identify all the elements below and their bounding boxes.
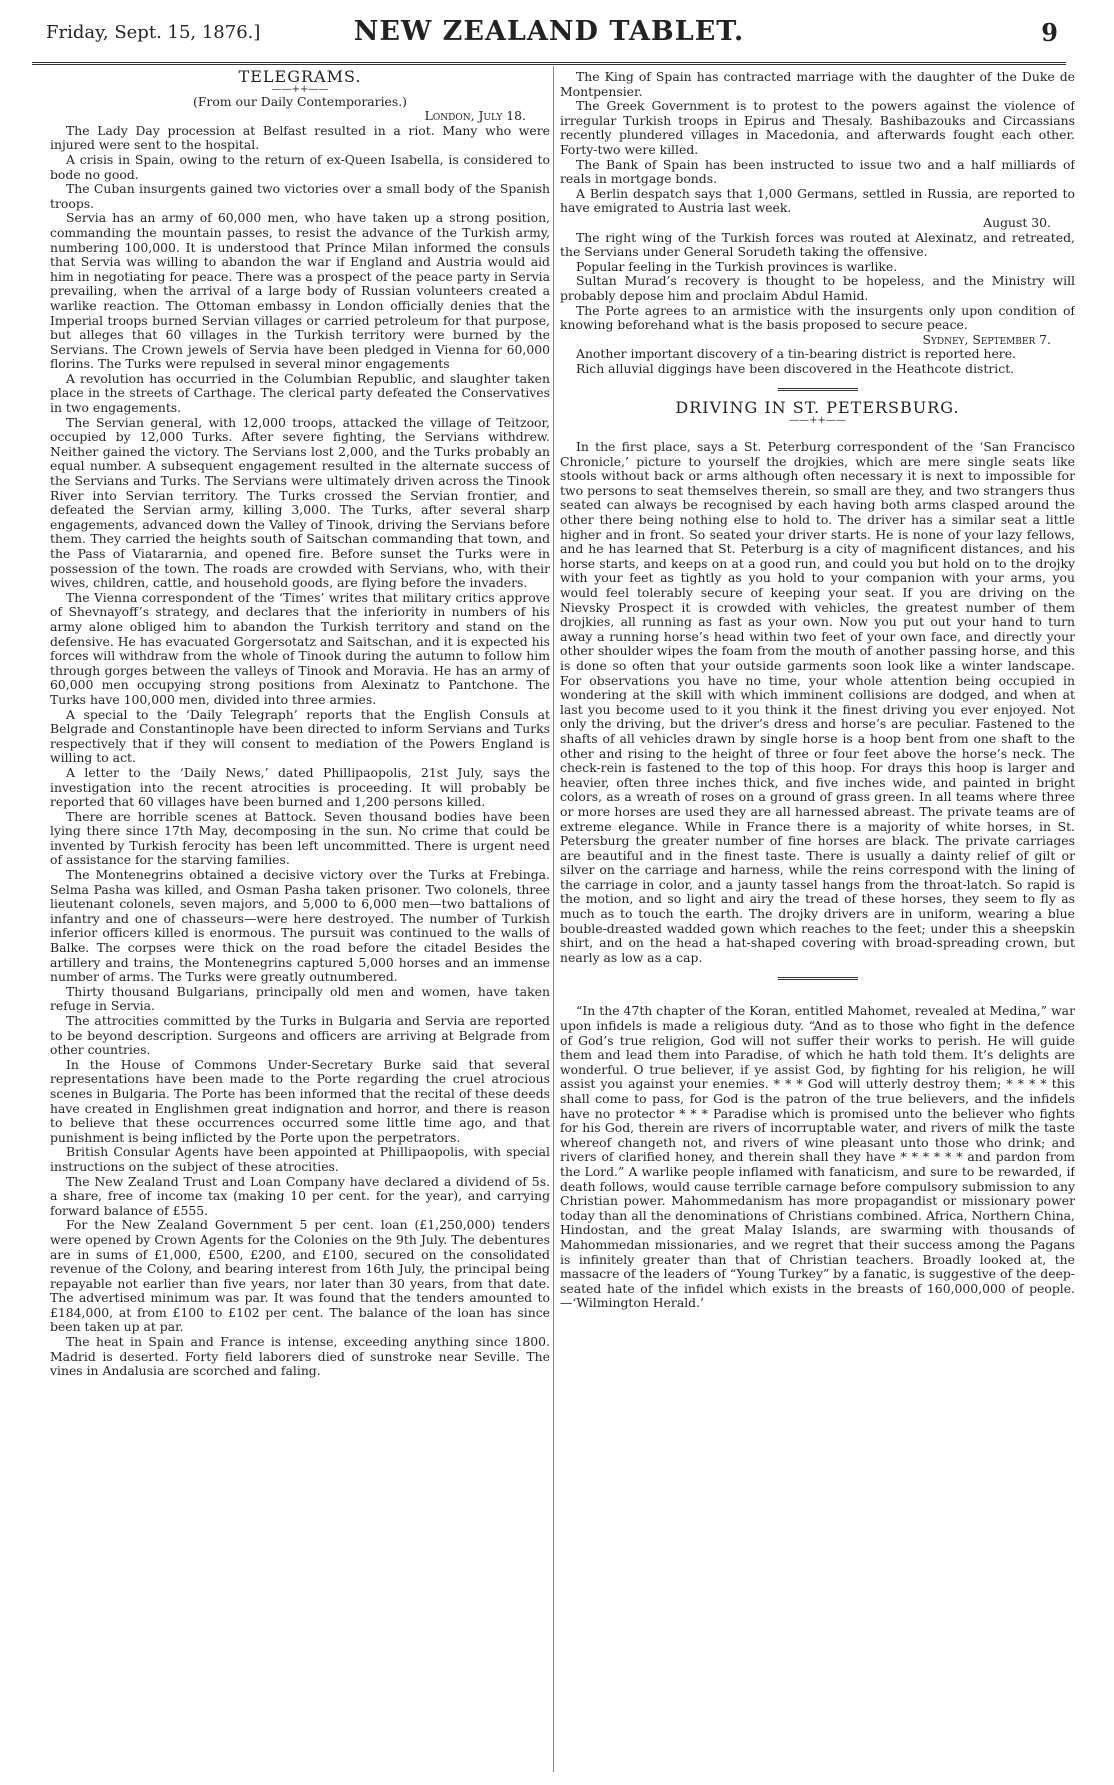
- article-paragraph: Rich alluvial diggings have been discovered in the Heathcote district.: [576, 360, 1015, 376]
- article-paragraph: A letter to the ‘Daily News,’ dated Phillipaopolis, 21st July, says the investigation into the recent atrocities is proceeding. It will probably be reported that 60 villages have been burned and 1,200 persons killed.: [50, 764, 550, 810]
- article-paragraph: In the House of Commons Under-Secretary Burke said that several representations have been made to the Porte regarding the cruel atrocious scenes in Bulgaria. The Porte has been informed that the recital of these deeds have created in Englishmen great indignation and horror, and there is reason to believe that these occurrences occurred some little time ago, and that punishment is being inflicted by the Porte upon the perpetrators.: [50, 1056, 550, 1145]
- heading-ornament: ——++——: [271, 83, 329, 95]
- article-paragraph: The New Zealand Trust and Loan Company have declared a dividend of 5s. a share, free of income tax (making 10 per cent. for the year), and carrying forward balance of £555.: [50, 1173, 550, 1218]
- article-paragraph: The Porte agrees to an armistice with the insurgents only upon condition of knowing beforehand what is the basis proposed to secure peace.: [560, 302, 1075, 333]
- article-paragraph: The Vienna correspondent of the ‘Times’ writes that military critics approve of Shevnayoff’s strategy, and declares that the inferiority in numbers of his army alone obliged him to abandon the Turkish territory and stand on the defensive. He has evacuated Gorgersotatz and Saitschan, and it is expected his forces will withdraw from the whole of Tinook during the autumn to follow him through gorges between the valleys of Tinook and Moravia. He has an army of 60,000 men occupying strong positions from Alexinatz to Pantchone. The Turks have 100,000 men, divided into three armies.: [50, 589, 550, 707]
- article-paragraph: A special to the ‘Daily Telegraph’ reports that the English Consuls at Belgrade and Constantinople have been directed to inform Servians and Turks respectively that if they will consent to mediation of the Powers England is willing to act.: [50, 706, 550, 766]
- article-paragraph: The right wing of the Turkish forces was routed at Alexinatz, and retreated, the Servians under General Sorudeth taking the offensive.: [560, 229, 1075, 260]
- masthead: [32, 14, 1066, 54]
- right-column: [560, 70, 1075, 1770]
- article-paragraph: A crisis in Spain, owing to the return of ex-Queen Isabella, is considered to bode no good.: [50, 151, 550, 182]
- article-paragraph: The Montenegrins obtained a decisive victory over the Turks at Frebinga. Selma Pasha was killed, and Osman Pasha taken prisoner. Two colonels, three lieutenant colonels, seven majors, and 5,000 to 6,000 men—two battalions of infantry and one of chasseurs—were here destroyed. The number of Turkish inferior officers killed is enormous. The pursuit was continued to the walls of Balke. The corpses were thick on the road before the citadel Besides the artillery and trains, the Montenegrins captured 5,000 horses and an immense number of arms. The Turks were greatly outnumbered.: [50, 867, 550, 985]
- article-paragraph: Popular feeling in the Turkish provinces is warlike.: [576, 258, 898, 274]
- article-paragraph: The attrocities committed by the Turks in Bulgaria and Servia are reported to be beyond description. Surgeons and officers are arriving at Belgrade from other countries.: [50, 1013, 550, 1058]
- article-paragraph: There are horrible scenes at Battock. Seven thousand bodies have been lying there since 17th May, decomposing in the sun. No crime that could be invented by Turkish ferocity has been left uncommitted. There is urgent need of assistance for the starving families.: [50, 808, 550, 868]
- koran-article-body: “In the 47th chapter of the Koran, entitled Mahomet, revealed at Medina,” war upon infidels is made a religious duty. “And as to those who fight in the defence of God’s true religion, God will not suffer their works to perish. He will guide them and lead them into Paradise, of which he hath told them. It’s delights are wonderful. O true believer, if ye assist God, by fighting for his religion, he will assist you against your enemies. * * * God will utterly destroy them; * * * * this shall come to pass, for God is the patron of the true believers, and the infidels have no protector * * * Paradise which is promised unto the believer who fights for his God, therein are rivers of incorruptable water, and rivers of milk the taste whereof changeth not, and rivers of wine pleasant unto those who drink; and rivers of clarified honey, and therein shall they have * * * * * * and pardon from the Lord.” A warlike people inflamed with fanaticism, and sure to be rewarded, if death follows, would cause terrible carnage before compulsory submission to any Christian power. Mahommedanism has more propagandist or missionary power today than all the denominations of Christians combined. Africa, Northern China, Hindostan, and the great Malay Islands, are swarming with thousands of Mahommedan missionaries, and we regret that their success among the Pagans is infinitely greater than that of Christian teachers. Broadly looked at, the massacre of the leaders of “Young Turkey” by a fanatic, is suggestive of the deep-seated hate of the infidel which exists in the breasts of 160,000,000 of people.—‘Wilmington Herald.’: [560, 1003, 1075, 1311]
- article-paragraph: The Servian general, with 12,000 troops, attacked the village of Teitzoor, occupied by 12,000 Turks. After severe fighting, the Servians withdrew. Neither gained the victory. The Servians lost 2,000, and the Turks probably an equal number. A subsequent engagement resulted in the alternate success of the Servians and Turks. The Servians were ultimately driven across the Tinook River into Servian territory. The Turks crossed the Servian frontier, and defeated the Servian army, killing 3,000. The Turks, after several sharp engagements, advanced down the Valley of Tinook, driving the Servians before them. They carried the heights south of Saitschan commanding that town, and the Pass of Viatararnia, and opened fire. Before sunset the Turks were in possession of the town. The roads are crowded with Servians, who, with their wives, children, cattle, and household goods, are flying before the invaders.: [50, 414, 550, 591]
- article-paragraph: A Berlin despatch says that 1,000 Germans, settled in Russia, are reported to have emigrated to Austria last week.: [560, 185, 1075, 216]
- article-paragraph: The Bank of Spain has been instructed to issue two and a half milliards of reals in mortgage bonds.: [560, 156, 1075, 187]
- telegrams-paragraphs: [50, 124, 550, 1379]
- article-paragraph: For the New Zealand Government 5 per cent. loan (£1,250,000) tenders were opened by Crown Agents for the Colonies on the 9th July. The debentures are in sums of £1,000, £500, £200, and £100, secured on the consolidated revenue of the Colony, and bearing interest from 16th July, the principal being repayable not earlier than five years, nor later than 30 years, from that date. The advertised minimum was par. It was found that the tenders amounted to £184,000, at from £100 to £102 per cent. The balance of the loan has since been taken up at par.: [50, 1217, 550, 1335]
- article-paragraph: Thirty thousand Bulgarians, principally old men and women, have taken refuge in Servia.: [50, 983, 550, 1014]
- telegrams-heading: TELEGRAMS.: [238, 70, 362, 86]
- article-paragraph: A revolution has occurried in the Columbian Republic, and slaughter taken place in the streets of Carthage. The clerical party defeated the Conservatives in two engagements.: [50, 370, 550, 416]
- dateline-london: London, July 18.: [424, 108, 526, 124]
- driving-heading: DRIVING IN ST. PETERSBURG.: [675, 398, 960, 418]
- masthead-rule: [32, 62, 1066, 65]
- telegrams-source: (From our Daily Contemporaries.): [192, 93, 408, 109]
- driving-article-body: In the first place, says a St. Peterburg correspondent of the ‘San Francisco Chronicle,’ picture to yourself the drojkies, which are mere single seats like stools without back or arms although often necessary it is next to impossible for two persons to seat themselves therein, so small are they, and two strangers thus seated can always be recognised by each having both arms clasped around the other there being nothing else to hold to. The driver has a similar seat a little higher and in front. So seated your driver starts. He is none of your lazy fellows, and he has learned that St. Peterburg is a city of magnificent distances, and his horse starts, and keeps on at a good run, and could you but hold on to the drojky with your feet as tightly as you hold to your companion with your arms, you would feel tolerably secure of keeping your seat. If you are driving on the Nievsky Prospect it is crowded with vehicles, the greatest number of them drojkies, all running as fast as your own. Now you put out your hand to turn away a running horse’s head within two feet of your own face, and directly your other shoulder wipes the foam from the mouth of another passing horse, and this is done so often that your outside garments soon look like a winter landscape. For observations you have no time, your whole attention being occupied in wondering at the skill with which imminent collisions are dodged, and when at last you become used to it you think it the finest driving you ever enjoyed. Not only the driving, but the driver’s dress and horse’s are peculiar. Fastened to the shafts of all vehicles drawn by single horse is a hoop bent from one shaft to the other and rising to the height of three or four feet above the horse’s neck. The check-rein is fastened to the top of this hoop. For drays this hoop is larger and heavier, often three inches thick, and five inches wide, and painted in bright colors, as a wreath of roses on a ground of grass green. In all teams where three or more horses are used they are all harnessed abreast. The private teams are of extreme elegance. While in France there is a majority of white horses, in St. Petersburg the greater number of fine horses are black. The private carriages are beautiful and in the finest taste. There is usually a dainty relief of gilt or silver on the carriage and harness, while the reins correspond with the lining of the carriage in color, and a jaunty tassel hangs from the throat-latch. So rapid is the motion, and so light and airy the tread of these horses, they seem to fly as much as to touch the earth. The drojky drivers are in uniform, wearing a blue bouble-dreasted wadded gown which reaches to the feet; under this a sheepskin shirt, and on the head a hat-shaped covering with broad-spreading crown, but nearly as low as a cap.: [560, 439, 1075, 965]
- article-paragraph: The Greek Government is to protest to the powers against the violence of irregular Turkish troops in Epirus and Thesaly. Bashibazouks and Circassians recently plundered villages in Macedonia, and afterwards fought each other. Forty-two were killed.: [560, 98, 1075, 157]
- article-paragraph: The King of Spain has contracted marriage with the daughter of the Duke de Montpensier.: [560, 70, 1075, 99]
- page-number: 9: [1041, 18, 1058, 47]
- article-paragraph: Another important discovery of a tin-bearing district is reported here.: [576, 346, 1016, 362]
- dateline-sydney: Sydney, September 7.: [922, 331, 1051, 347]
- issue-date: Friday, Sept. 15, 1876.]: [46, 22, 261, 43]
- article-paragraph: The Lady Day procession at Belfast resulted in a riot. Many who were injured were sent to the hospital.: [50, 122, 550, 153]
- article-paragraph: Servia has an army of 60,000 men, who have taken up a strong position, commanding the mountain passes, to resist the advance of the Turkish army, numbering 100,000. It is understood that Prince Milan informed the consuls that Servia was willing to abandon the war if England and Austria would aid him in negotiating for peace. There was a prospect of the peace party in Servia prevailing, when the arrival of a large body of Russian volunteers created a warlike reaction. The Ottoman embassy in London officially denies that the Imperial troops burned Servian villages or carried petroleum for that purpose, but alleges that 60 villages in the Turkish territory were burned by the Servians. The Crown jewels of Servia have been pledged in Vienna for 60,000 florins. The Turks were repulsed in several minor engagements: [50, 210, 550, 372]
- section-rule: [778, 388, 858, 391]
- article-paragraph: Sultan Murad’s recovery is thought to be hopeless, and the Ministry will probably depose him and proclaim Abdul Hamid.: [560, 273, 1075, 303]
- article-paragraph: The heat in Spain and France is intense, exceeding anything since 1800. Madrid is deserted. Forty field laborers died of sunstroke near Seville. The vines in Andalusia are scorched and faling.: [50, 1334, 550, 1379]
- dateline-august: August 30.: [983, 214, 1051, 230]
- left-column: [50, 70, 550, 1770]
- article-paragraph: The Cuban insurgents gained two victories over a small body of the Spanish troops.: [50, 181, 550, 211]
- article-paragraph: British Consular Agents have been appointed at Phillipaopolis, with special instructions on the subject of these atrocities.: [50, 1144, 550, 1174]
- section-rule: [778, 977, 858, 980]
- newspaper-title: NEW ZEALAND TABLET.: [353, 16, 745, 47]
- heading-ornament: ——++——: [789, 415, 846, 427]
- column-separator: [553, 66, 554, 1772]
